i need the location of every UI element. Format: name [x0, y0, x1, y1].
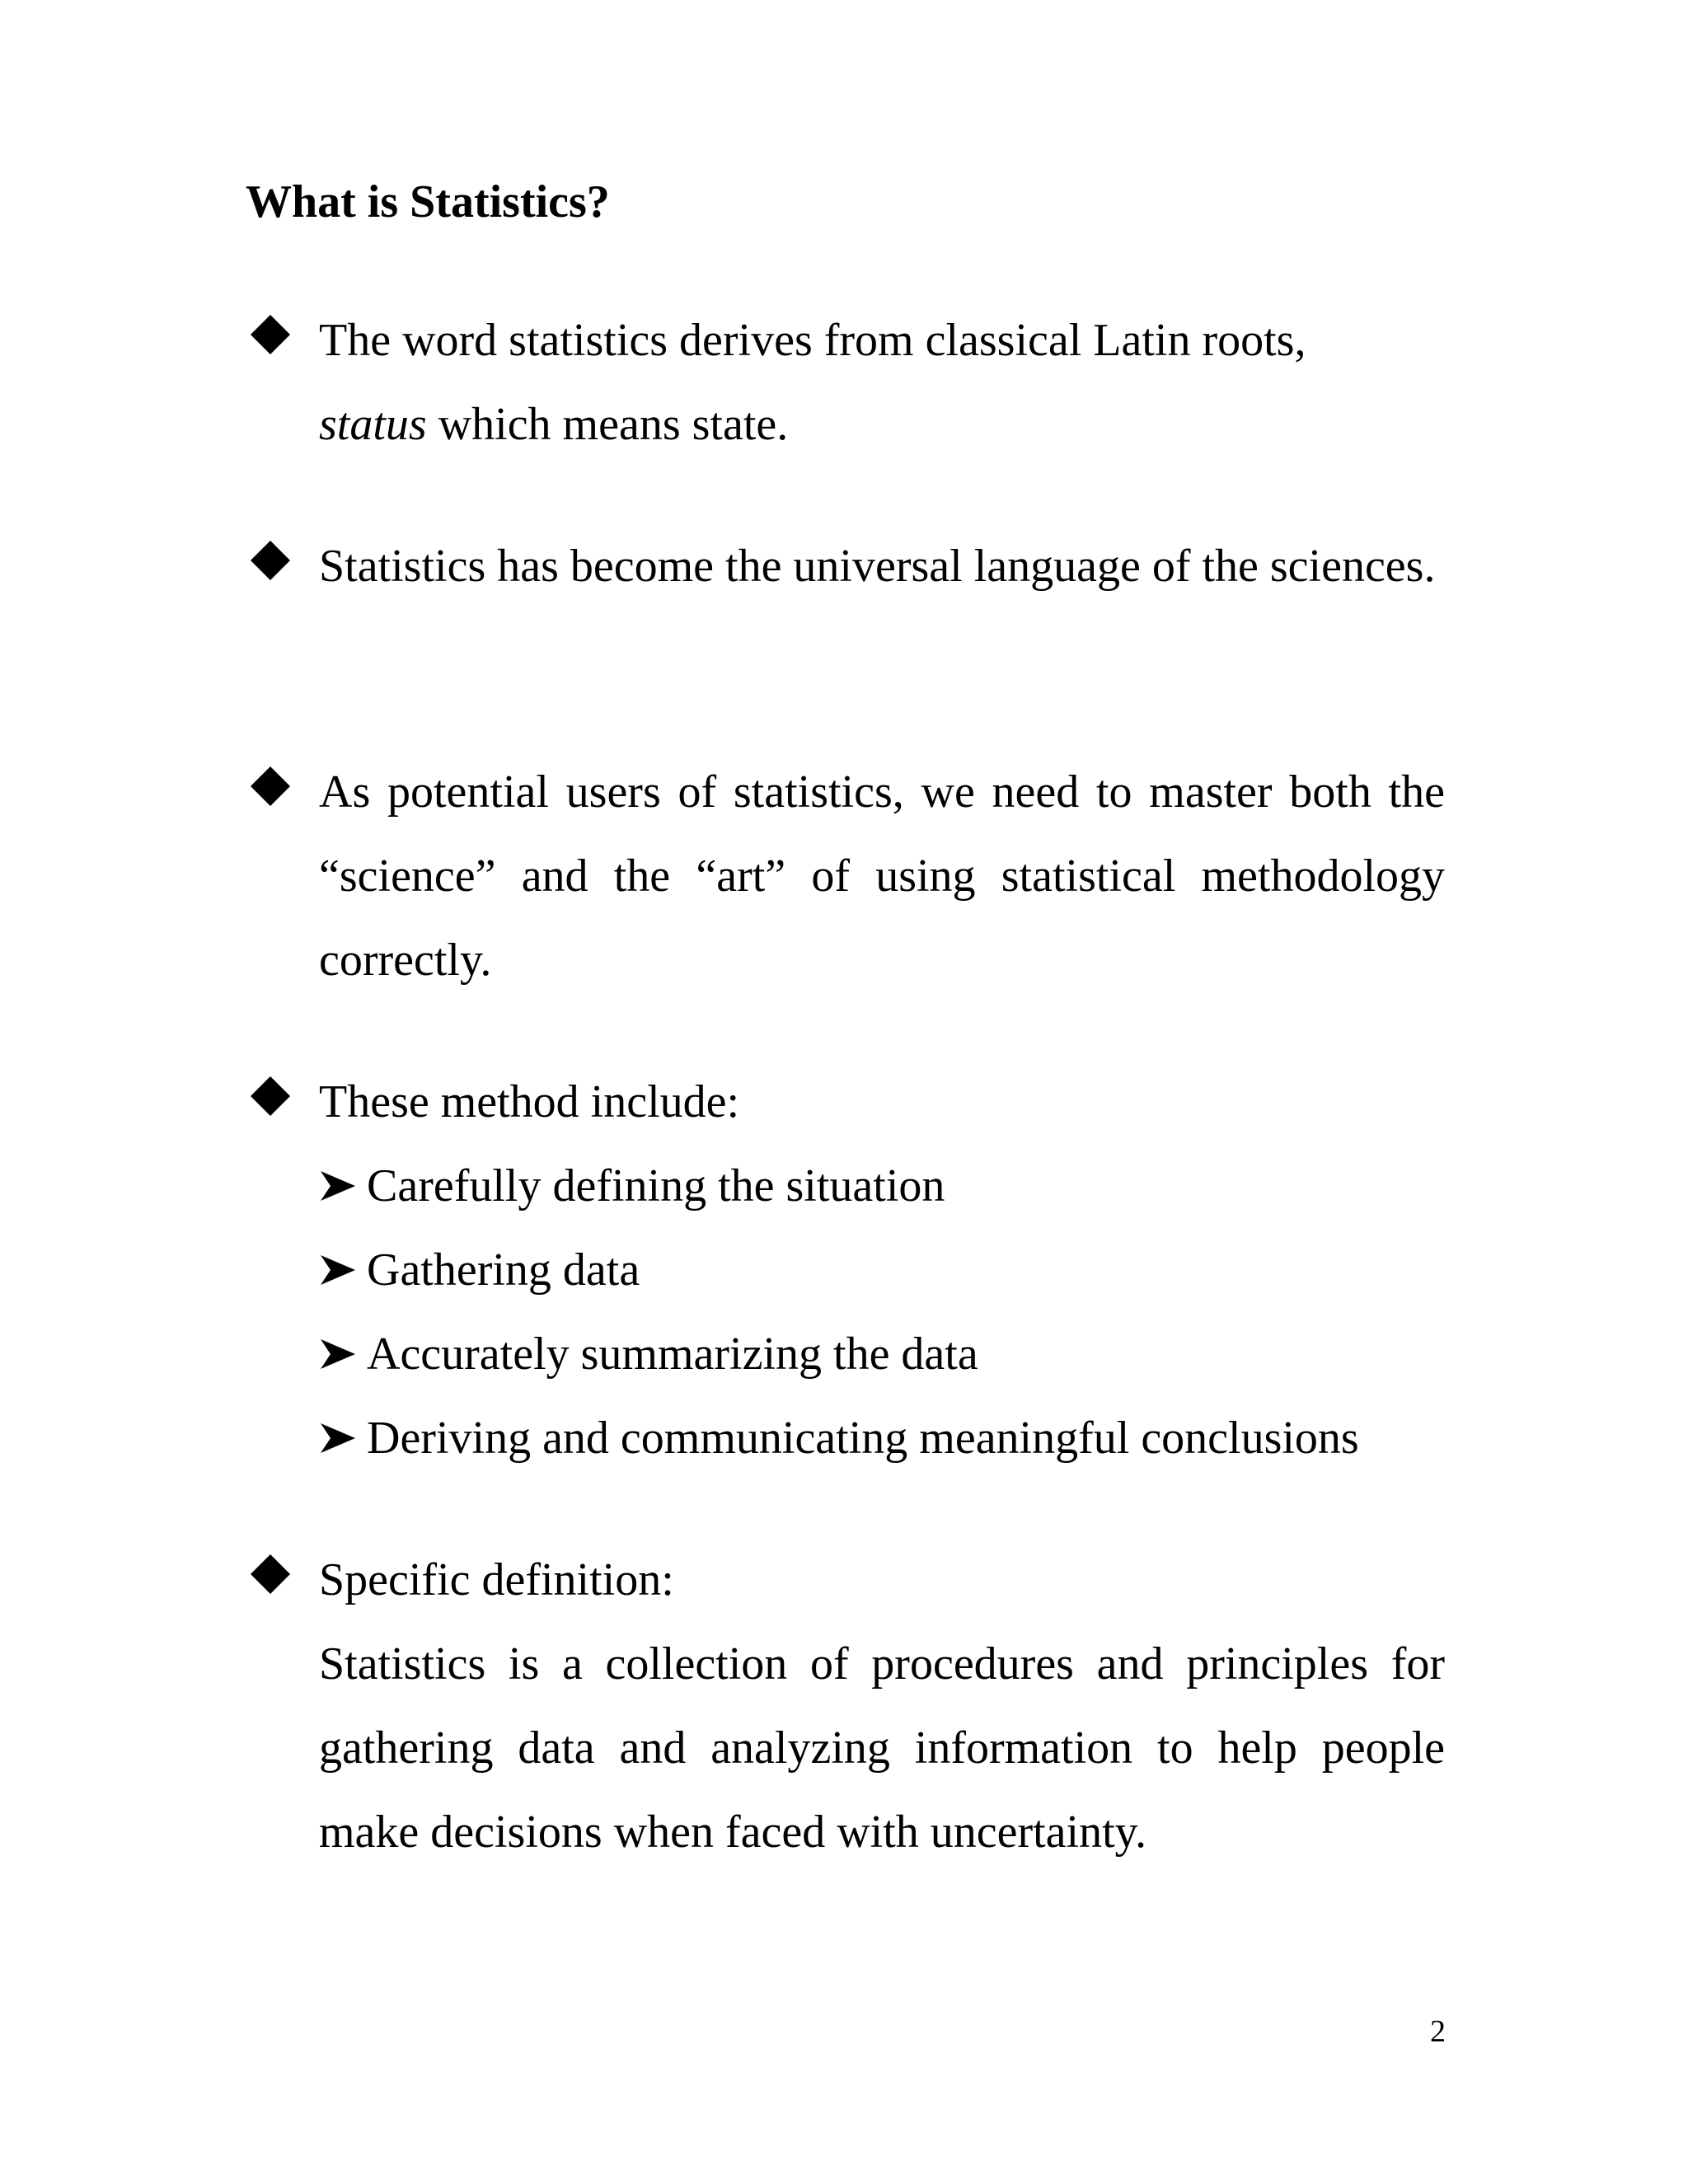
page-number: 2 [1430, 2014, 1446, 2049]
bullet-text-line-1: The word statistics derives from classical Latin roots, [319, 315, 1306, 366]
bullet-text: Specific definition: [319, 1554, 674, 1605]
arrowhead-icon [319, 1169, 357, 1202]
black-diamond-icon [246, 536, 295, 585]
black-diamond-icon [246, 1549, 295, 1599]
definition-paragraph: Statistics is a collection of procedures and principles for gathering data and analyzing information to help people make decisions when faced with uncertainty. [319, 1638, 1445, 1858]
arrowhead-icon [319, 1254, 357, 1286]
list-item-text: Gathering data [367, 1244, 640, 1296]
list-item-text: Accurately summarizing the data [367, 1329, 978, 1380]
arrowhead-icon [319, 1422, 357, 1455]
list-item [319, 1396, 1445, 1480]
list-item-text: Carefully defining the situation [367, 1160, 945, 1212]
bullet-text-line-2: which means state. [426, 399, 789, 450]
arrowhead-icon [319, 1338, 357, 1371]
bullet-text [319, 298, 1445, 466]
list-item [319, 1312, 1445, 1396]
bullet-text: As potential users of statistics, we need to master both the “science” and the “art” of using statistical methodology correctly. [319, 766, 1445, 986]
italic-word-status: status [319, 399, 427, 450]
black-diamond-icon [246, 1071, 295, 1121]
bullet-text: Statistics has become the universal language of the sciences. [319, 541, 1436, 592]
list-item [319, 1144, 1445, 1228]
list-item [319, 1228, 1445, 1312]
bullet-text: These method include: [319, 1076, 740, 1127]
page-title: What is Statistics? [246, 176, 610, 227]
black-diamond-icon [246, 762, 295, 811]
list-item-text: Deriving and communicating meaningful conclusions [367, 1413, 1359, 1464]
black-diamond-icon [246, 310, 295, 359]
